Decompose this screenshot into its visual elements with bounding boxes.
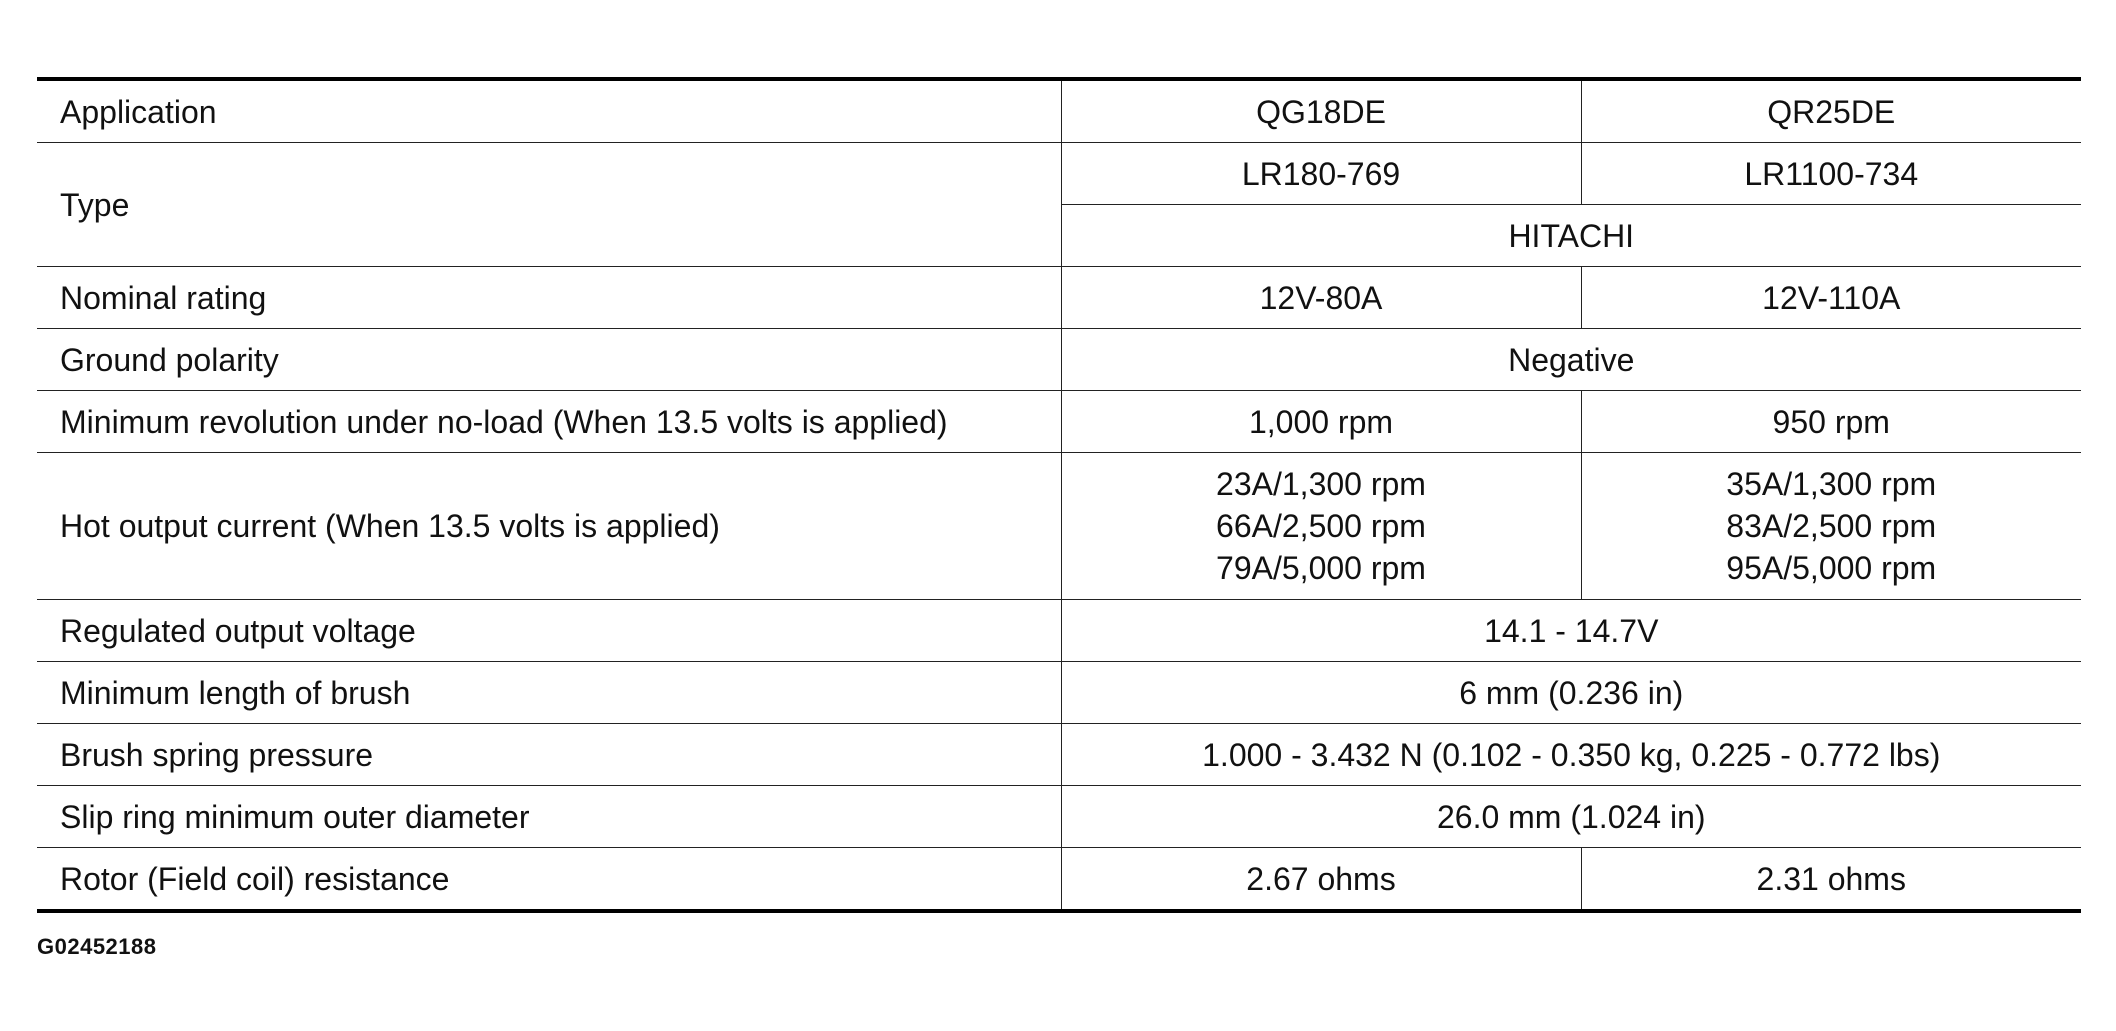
hot-output-line: 23A/1,300 rpm <box>1216 466 1426 502</box>
table-row-slip-ring <box>37 786 2081 848</box>
nominal-rating-qg18de: 12V-80A <box>1061 267 1581 329</box>
table-row-rotor-resistance <box>37 848 2081 912</box>
brush-spring-value: 1.000 - 3.432 N (0.102 - 0.350 kg, 0.225 - 0.772 lbs) <box>1061 724 2081 786</box>
row-label: Type <box>37 143 1061 267</box>
min-revolution-qr25de: 950 rpm <box>1581 391 2081 453</box>
regulated-voltage-value: 14.1 - 14.7V <box>1061 600 2081 662</box>
row-label: Rotor (Field coil) resistance <box>60 860 450 897</box>
hot-output-line: 79A/5,000 rpm <box>1216 550 1426 586</box>
alternator-spec-table <box>37 77 2081 913</box>
table-row-brush-length <box>37 662 2081 724</box>
row-label: Brush spring pressure <box>37 724 1061 786</box>
table-row-nominal-rating <box>37 267 2081 329</box>
hot-output-line: 83A/2,500 rpm <box>1726 508 1937 544</box>
hot-output-line: 95A/5,000 rpm <box>1726 550 1937 586</box>
brush-length-value: 6 mm (0.236 in) <box>1061 662 2081 724</box>
type-model-qg18de: LR180-769 <box>1061 143 1581 205</box>
row-label: Ground polarity <box>37 329 1061 391</box>
row-label: Minimum revolution under no-load (When 13.5 volts is applied) <box>37 391 1061 453</box>
table-row-brush-spring <box>37 724 2081 786</box>
table-row-application <box>37 79 2081 143</box>
nominal-rating-qr25de: 12V-110A <box>1581 267 2081 329</box>
min-revolution-qg18de: 1,000 rpm <box>1061 391 1581 453</box>
row-label: Regulated output voltage <box>37 600 1061 662</box>
row-label: Nominal rating <box>37 267 1061 329</box>
table-row-type-model <box>37 143 2081 205</box>
ground-polarity-value: Negative <box>1061 329 2081 391</box>
row-label: Minimum length of brush <box>37 662 1061 724</box>
table-row-ground-polarity <box>37 329 2081 391</box>
rotor-resistance-qr25de: 2.31 ohms <box>1581 848 2081 912</box>
column-header-qr25de: QR25DE <box>1581 79 2081 143</box>
type-maker: HITACHI <box>1061 205 2081 267</box>
table-row-regulated-voltage <box>37 600 2081 662</box>
hot-output-qr25de <box>1581 453 2081 600</box>
column-header-qg18de: QG18DE <box>1061 79 1581 143</box>
figure-id: G02452188 <box>37 934 157 959</box>
row-label: Slip ring minimum outer diameter <box>37 786 1061 848</box>
hot-output-line: 66A/2,500 rpm <box>1216 508 1426 544</box>
table-row-min-revolution <box>37 391 2081 453</box>
slip-ring-value: 26.0 mm (1.024 in) <box>1061 786 2081 848</box>
row-label: Application <box>37 79 1061 143</box>
table-row-hot-output <box>37 453 2081 600</box>
rotor-resistance-qg18de: 2.67 ohms <box>1061 848 1581 912</box>
hot-output-line: 35A/1,300 rpm <box>1726 466 1937 502</box>
row-label: Hot output current (When 13.5 volts is applied) <box>37 453 1061 600</box>
type-model-qr25de: LR1100-734 <box>1581 143 2081 205</box>
hot-output-qg18de <box>1061 453 1581 600</box>
